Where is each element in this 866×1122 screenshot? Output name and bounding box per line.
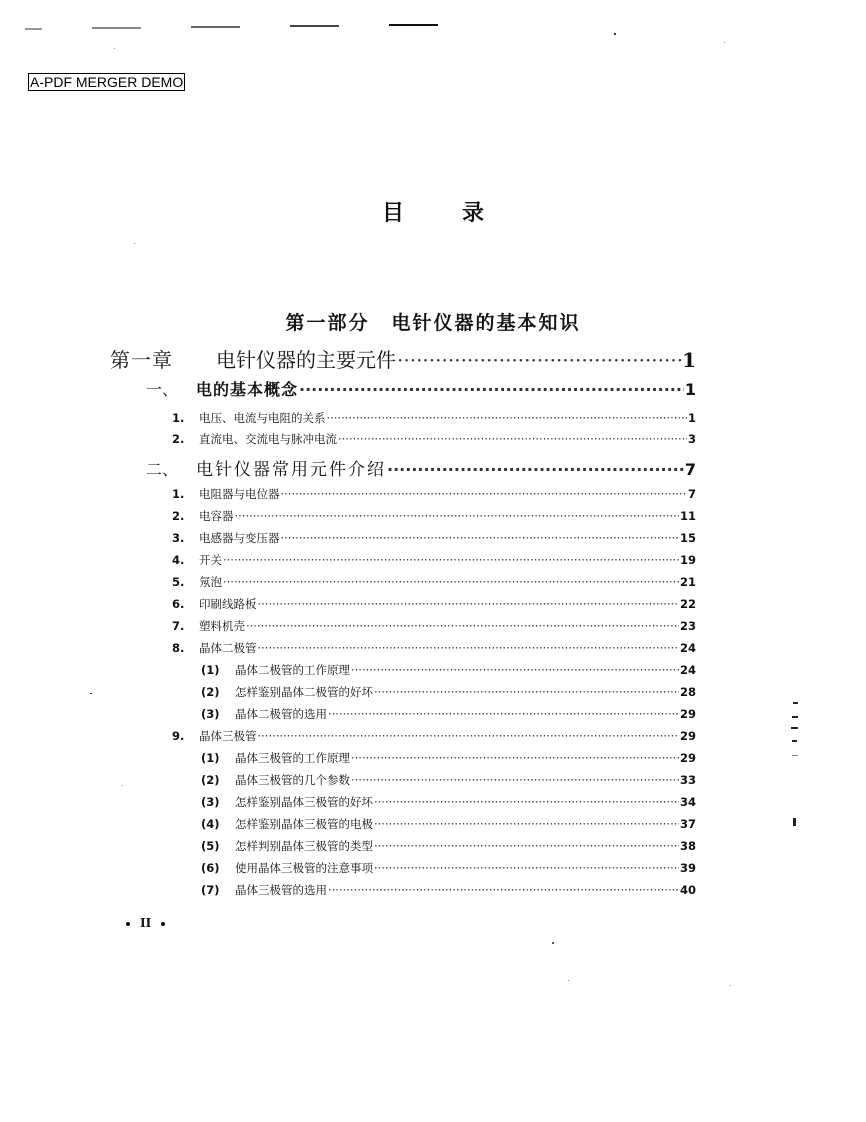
scan-rule [389,24,438,26]
entry-number: 2. [172,432,185,446]
dot-leader [258,597,679,611]
scan-speck [90,693,92,694]
dot-leader [235,509,679,523]
entry-number: 9. [172,729,185,743]
toc-entry[interactable] [172,530,696,546]
entry-page: 15 [679,531,696,545]
toc-entry[interactable] [172,574,696,590]
entry-title: 怎样鉴别晶体二极管的好坏 [235,685,373,699]
entry-number: 8. [172,641,185,655]
entry-page: 29 [679,751,696,765]
entry-number: 5. [172,575,185,589]
dot-leader [223,553,679,567]
scan-rule [92,27,141,29]
dot-leader [327,411,687,425]
toc-entry[interactable] [110,344,696,373]
entry-page: 24 [679,641,696,655]
dot-leader [299,380,684,399]
scan-edge-mark [792,755,798,756]
scan-speck [552,942,554,944]
entry-number: (2) [201,685,220,699]
scan-edge-mark [792,716,798,718]
scan-edge-mark [793,702,798,704]
page-number: II [140,916,152,930]
entry-page: 33 [679,773,696,787]
dot-leader [338,432,687,446]
scan-speck [568,980,569,981]
toc-entry[interactable] [172,640,696,656]
entry-number: (3) [201,795,220,809]
toc-entry[interactable] [172,728,696,744]
title-char: 目 [381,201,404,226]
page-title [0,196,866,227]
entry-page: 22 [679,597,696,611]
entry-title: 怎样鉴别晶体三极管的好坏 [235,795,373,809]
toc-entry[interactable] [201,684,696,700]
toc-entry[interactable] [201,860,696,876]
dot-leader [328,707,679,721]
entry-number: (3) [201,707,220,721]
entry-number: (1) [201,663,220,677]
entry-number: 4. [172,553,185,567]
entry-page: 38 [679,839,696,853]
bullet-icon [126,922,130,926]
dot-leader [258,729,679,743]
entry-title: 晶体二极管的工作原理 [235,663,350,677]
scan-speck [114,48,115,49]
dot-leader [223,575,679,589]
entry-number: (2) [201,773,220,787]
dot-leader [328,883,679,897]
entry-page: 1 [682,348,696,372]
entry-number: 1. [172,487,185,501]
dot-leader [351,663,679,677]
entry-title: 怎样判别晶体三极管的类型 [235,839,373,853]
entry-page: 29 [679,729,696,743]
entry-number: 7. [172,619,185,633]
toc-entry[interactable] [201,662,696,678]
scan-speck [134,243,135,244]
entry-title: 晶体三极管的工作原理 [235,751,350,765]
entry-page: 1 [687,411,696,425]
entry-page: 3 [687,432,696,446]
scan-edge-mark [793,818,796,826]
dot-leader [351,773,679,787]
entry-page: 11 [679,509,696,523]
entry-page: 40 [679,883,696,897]
dot-leader [281,531,679,545]
toc-entry[interactable] [201,816,696,832]
entry-page: 7 [687,487,696,501]
dot-leader [351,751,679,765]
entry-page: 28 [679,685,696,699]
entry-number: 2. [172,509,185,523]
toc-entry[interactable] [201,772,696,788]
entry-number: 1. [172,411,185,425]
dot-leader [397,348,681,372]
title-char: 录 [462,201,485,226]
entry-page: 24 [679,663,696,677]
scan-speck [122,785,123,786]
dot-leader [258,641,679,655]
toc-entry[interactable] [201,882,696,898]
scan-rule [191,26,240,28]
entry-number: (5) [201,839,220,853]
toc-entry[interactable] [201,750,696,766]
entry-title: 电压、电流与电阻的关系 [199,411,326,425]
entry-title: 开关 [199,553,222,567]
dot-leader [374,817,679,831]
entry-title: 晶体二极管 [199,641,257,655]
toc-entry[interactable] [172,552,696,568]
entry-number: (4) [201,817,220,831]
watermark-label: A-PDF MERGER DEMO [30,74,184,90]
entry-number: 3. [172,531,185,545]
entry-page: 19 [679,553,696,567]
part-title: 电针仪器的基本知识 [391,312,581,334]
entry-number: (1) [201,751,220,765]
dot-leader [387,460,684,479]
toc-entry[interactable] [172,410,696,426]
scan-rule [25,28,42,30]
scan-speck [614,33,616,35]
entry-title: 直流电、交流电与脉冲电流 [199,432,337,446]
entry-title: 晶体三极管的几个参数 [235,773,350,787]
toc-entry[interactable] [201,706,696,722]
entry-page: 29 [679,707,696,721]
entry-title: 印刷线路板 [199,597,257,611]
toc-entry[interactable] [201,838,696,854]
toc-entry[interactable] [172,508,696,524]
entry-number: 第一章 [110,348,173,372]
toc-entry[interactable] [146,377,696,400]
entry-page: 1 [684,380,696,399]
entry-title: 电针仪器常用元件介绍 [196,460,386,480]
toc-entry[interactable] [146,455,696,480]
page-footer [116,916,175,930]
bullet-icon [161,922,165,926]
part-label: 第一部分 [285,312,370,334]
dot-leader [246,619,679,633]
scan-speck [724,42,725,43]
scan-rule [290,25,339,27]
scan-edge-mark [791,727,798,729]
dot-leader [374,685,679,699]
entry-number: 一、 [146,380,179,399]
entry-page: 21 [679,575,696,589]
toc-entry[interactable] [201,794,696,810]
entry-page: 39 [679,861,696,875]
entry-page: 37 [679,817,696,831]
toc-entry[interactable] [172,618,696,634]
part-heading [0,308,866,335]
scan-speck [730,985,731,986]
entry-title: 电容器 [199,509,234,523]
entry-page: 34 [679,795,696,809]
toc-entry[interactable] [172,486,696,502]
dot-leader [281,487,687,501]
entry-title: 塑料机壳 [199,619,245,633]
dot-leader [374,839,679,853]
toc-entry[interactable] [172,596,696,612]
entry-title: 电阻器与电位器 [199,487,280,501]
entry-title: 使用晶体三极管的注意事项 [235,861,373,875]
entry-title: 晶体三极管的选用 [235,883,327,897]
entry-page: 23 [679,619,696,633]
entry-title: 怎样鉴别晶体三极管的电极 [235,817,373,831]
entry-number: 6. [172,597,185,611]
entry-number: (6) [201,861,220,875]
entry-number: (7) [201,883,220,897]
entry-title: 晶体二极管的选用 [235,707,327,721]
entry-title: 氖泡 [199,575,222,589]
entry-number: 二、 [146,460,179,479]
scan-edge-mark [792,740,797,742]
dot-leader [374,861,679,875]
entry-title: 电针仪器的主要元件 [216,348,396,372]
toc-entry[interactable] [172,431,696,447]
entry-page: 7 [684,460,696,479]
entry-title: 电的基本概念 [196,380,299,399]
entry-title: 电感器与变压器 [199,531,280,545]
dot-leader [374,795,679,809]
entry-title: 晶体三极管 [199,729,257,743]
